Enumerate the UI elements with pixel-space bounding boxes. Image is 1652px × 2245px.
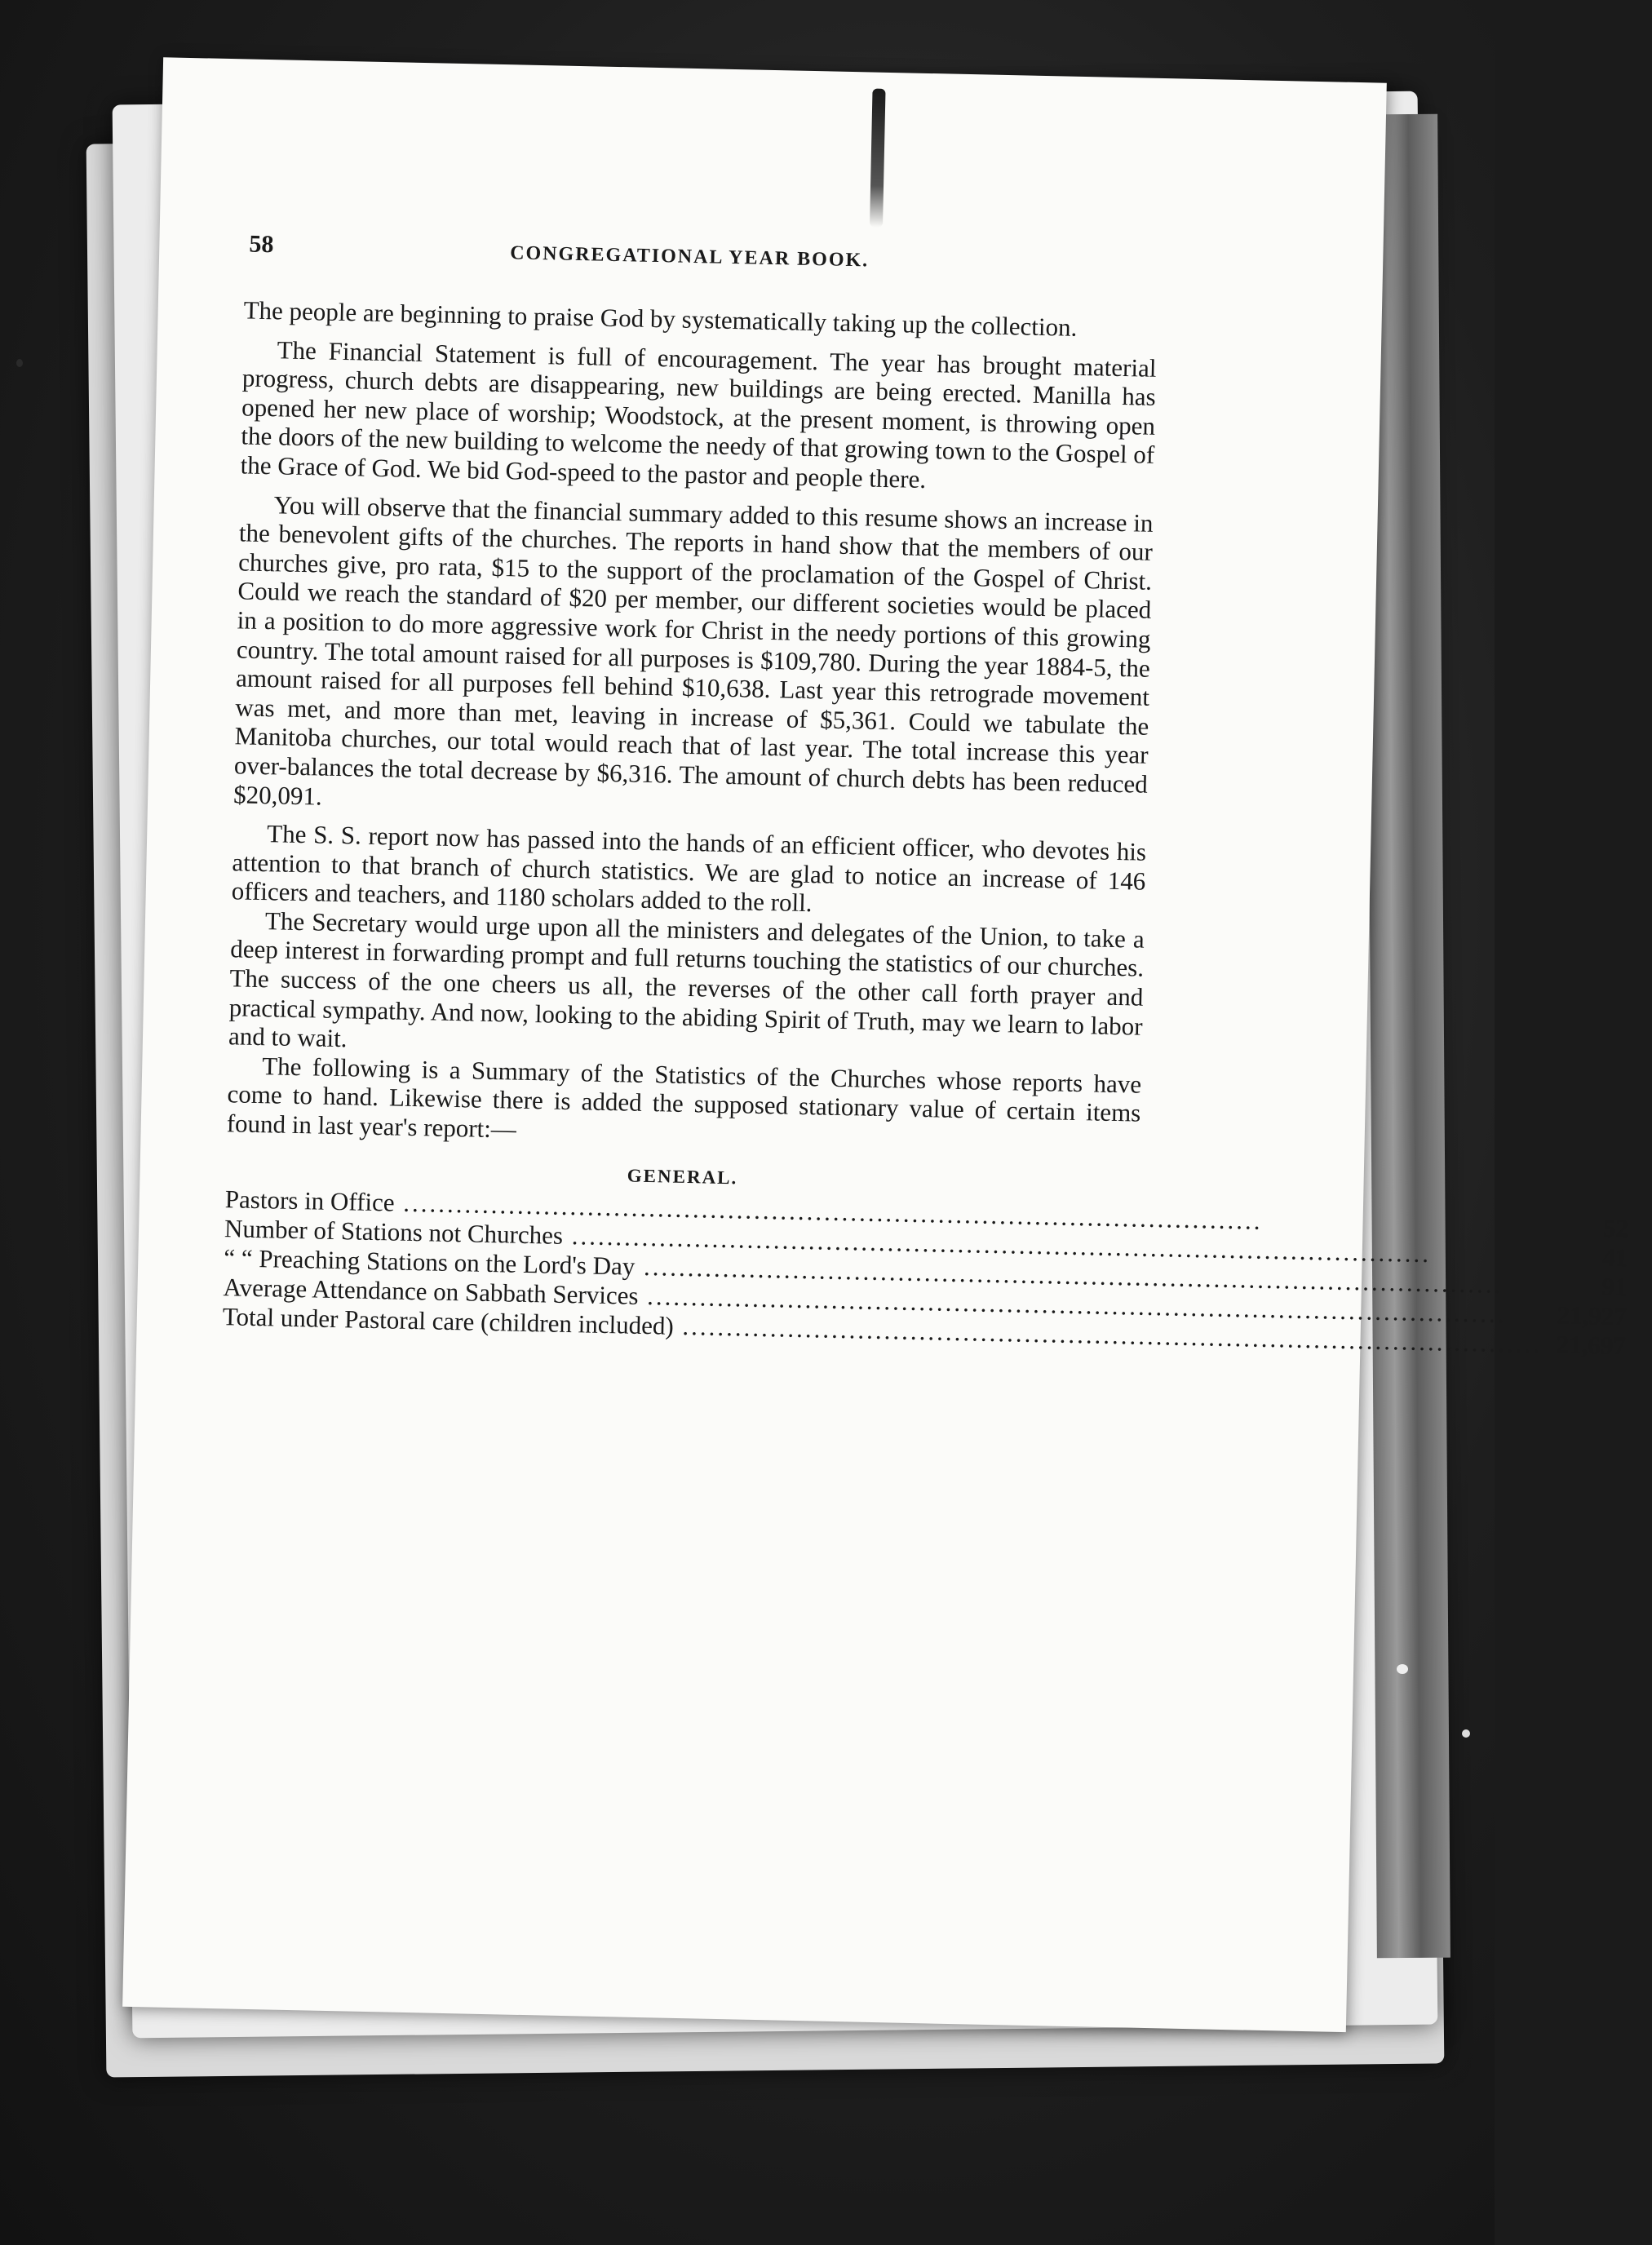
stat-label: Number of Stations not Churches ..... [224, 1214, 1544, 1271]
paragraph: The Financial Statement is full of encouragement. The year has brought material progress, church debts are disappearing, new buildings are being erected. Manilla has opened her new place of worship; Woodstock, at the present moment, is throwing open the doors of the new building to welcome the needy of that growing town to the Gospel of the Grace of God. We bid God-speed to the pastor and people there. [240, 334, 1157, 494]
stat-value: 52 [1602, 1213, 1629, 1243]
paragraph: The following is a Summary of the Statistics of the Churches whose reports have come to hand. Likewise there is added the supposed stationary value of certain items found in last year's report:— [226, 1051, 1142, 1144]
paragraph: The S. S. report now has passed into the hands of an efficient officer, who devotes his attention to that branch of church statistics. We are glad to notice an increase of 146 officers and teachers, and 1180 scholars added to the roll. [231, 819, 1147, 918]
stat-label: Average Attendance on Sabbath Services ..... [223, 1273, 1543, 1330]
running-head-title: CONGREGATIONAL YEAR BOOK. [509, 242, 870, 272]
scan-speck [1397, 1664, 1408, 1674]
stat-label: Total under Pastoral care (children included) ..... [222, 1302, 1542, 1359]
stat-value: 91 [1601, 1272, 1628, 1302]
paragraph: The Secretary would urge upon all the ministers and delegates of the Union, to take a deep interest in forwarding prompt and full returns touching the statistics of our churches. The success of the one cheers us all, the reverses of the other call forth prayer and practical sympathy. And now, looking to the abiding Spirit of Truth, may we learn to labor and to wait. [228, 906, 1145, 1053]
paragraph: The people are beginning to praise God by systematically taking up the collection. [243, 295, 1078, 342]
stat-label: Pastors in Office ..... [224, 1184, 1544, 1242]
general-heading: GENERAL. [627, 1165, 738, 1188]
book-page [122, 57, 1629, 2032]
stat-value: 21,927 [1557, 1300, 1628, 1331]
general-stats-table [222, 1184, 1628, 1361]
scan-speck [16, 359, 23, 367]
stat-value: 21,697 [1556, 1330, 1627, 1361]
stat-value: 41 [1601, 1242, 1628, 1273]
running-head [249, 231, 1212, 292]
stat-label: “ “ Preaching Stations on the Lord's Day ..... [224, 1243, 1543, 1300]
scan-speck [1462, 1729, 1470, 1738]
page-number: 58 [249, 230, 274, 259]
binding-mark [870, 89, 886, 228]
body-text [222, 295, 1629, 1361]
paragraph: You will observe that the financial summary added to this resume shows an increase in the benevolent gifts of the churches. The reports in hand show that the members of our churches give, pro rata, $15 to the support of the proclamation of the Gospel of Christ. Could we reach the standard of $20 per member, our different societies would be placed in a position to do more aggressive work for Christ in the needy portions of this growing country. The total amount raised for all purposes is $109,780. During the year 1884-5, the amount raised for all purposes fell behind $10,638. Last year this retrograde movement was met, and more than met, leaving in increase of $5,361. Could we tabulate the Manitoba churches, our total would reach that of last year. The total increase this year over-balances the total decrease by $6,316. The amount of church debts has been reduced $20,091. [233, 489, 1154, 811]
